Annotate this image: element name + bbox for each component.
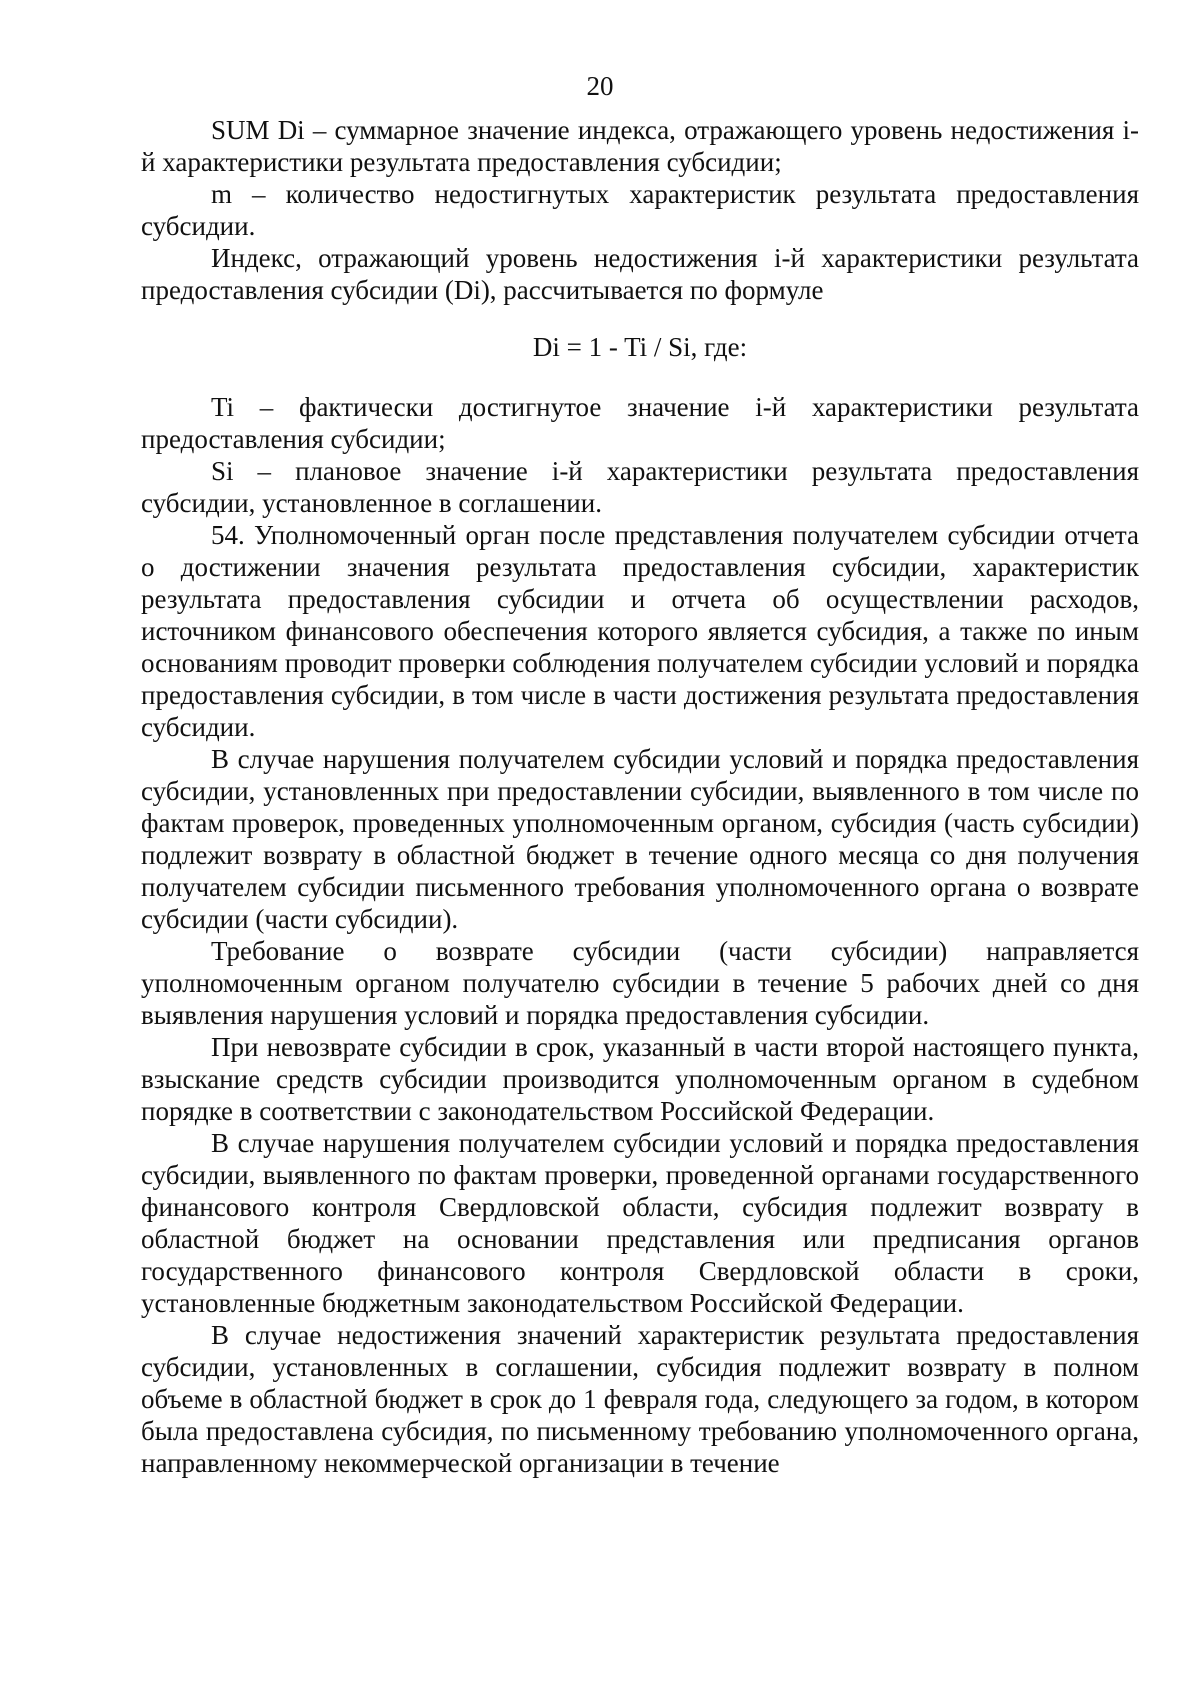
paragraph-m-definition: m – количество недостигнутых характеристик результата предоставления субсидии. (141, 179, 1139, 241)
paragraph-financial-control: В случае нарушения получателем субсидии условий и порядка предоставления субсидии, выявленного по фактам проверки, проведенной органами государственного финансового контроля Свердловской области, субсидия подлежит возврату в областной бюджет на основании представления или предписания органов государственного финансового контроля Свердловской области в сроки, установленные бюджетным законодательством Российской Федерации. (141, 1128, 1139, 1318)
document-body (141, 114, 1139, 1479)
paragraph-sum-di-definition: SUM Di – суммарное значение индекса, отражающего уровень недостижения i-й характеристики результата предоставления субсидии; (141, 115, 1139, 177)
paragraph-54-checks: 54. Уполномоченный орган после представления получателем субсидии отчета о достижении значения результата предоставления субсидии, характеристик результата предоставления субсидии и отчета об осуществлении расходов, источником финансового обеспечения которого является субсидия, а также по иным основаниям проводит проверки соблюдения получателем субсидии условий и порядка предоставления субсидии, в том числе в части достижения результата предоставления субсидии. (141, 520, 1139, 742)
formula: Di = 1 - Ti / Si, где: (532, 332, 748, 362)
paragraph-non-achievement: В случае недостижения значений характеристик результата предоставления субсидии, установленных в соглашении, субсидия подлежит возврату в полном объеме в областной бюджет в срок до 1 февраля года, следующего за годом, в котором была предоставлена субсидия, по письменному требованию уполномоченного органа, направленному некоммерческой организации в течение (141, 1320, 1139, 1478)
paragraph-court-recovery: При невозврате субсидии в срок, указанный в части второй настоящего пункта, взыскание средств субсидии производится уполномоченным органом в судебном порядке в соответствии с законодательством Российской Федерации. (141, 1032, 1139, 1126)
page-number: 20 (586, 71, 614, 101)
paragraph-index-intro: Индекс, отражающий уровень недостижения i-й характеристики результата предоставления субсидии (Di), рассчитывается по формуле (141, 243, 1139, 305)
paragraph-si-definition: Si – плановое значение i-й характеристики результата предоставления субсидии, установленное в соглашении. (141, 456, 1139, 518)
paragraph-ti-definition: Ti – фактически достигнутое значение i-й характеристики результата предоставления субсидии; (141, 392, 1139, 454)
paragraph-return-requirement: Требование о возврате субсидии (части субсидии) направляется уполномоченным органом получателю субсидии в течение 5 рабочих дней со дня выявления нарушения условий и порядка предоставления субсидии. (141, 936, 1139, 1030)
paragraph-violation-return: В случае нарушения получателем субсидии условий и порядка предоставления субсидии, установленных при предоставлении субсидии, выявленного в том числе по фактам проверок, проведенных уполномоченным органом, субсидия (часть субсидии) подлежит возврату в областной бюджет в течение одного месяца со дня получения получателем субсидии письменного требования уполномоченного органа о возврате субсидии (части субсидии). (141, 744, 1139, 934)
